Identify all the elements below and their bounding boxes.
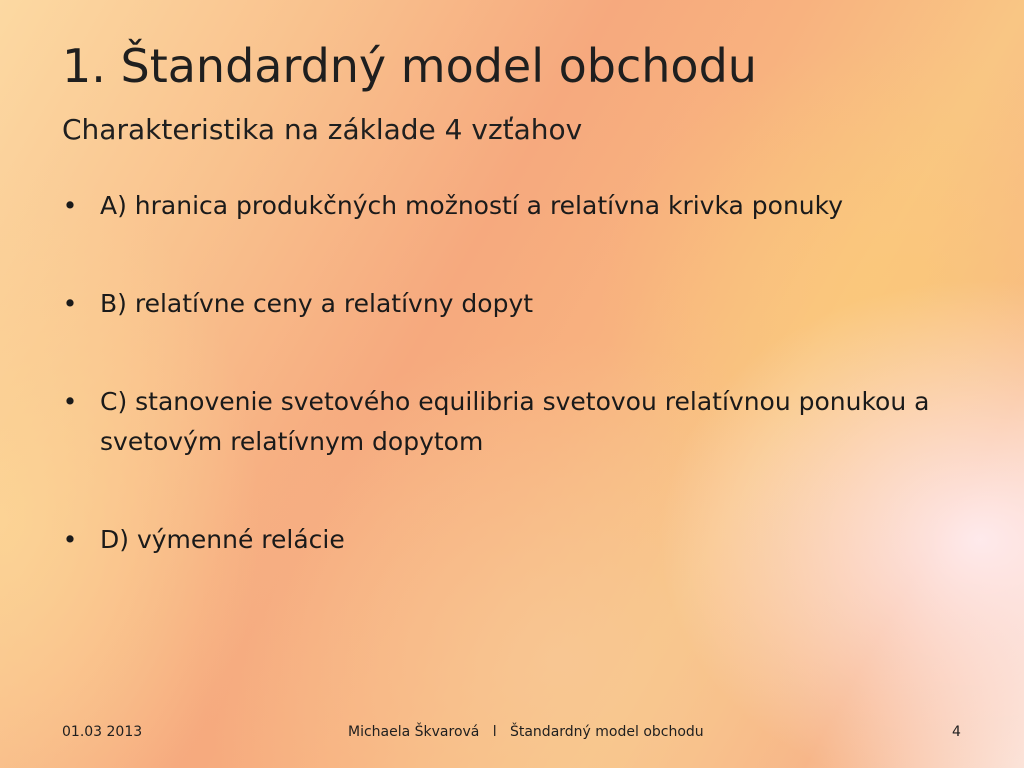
bullet-icon: • [62, 387, 78, 416]
bullet-item-a [58, 186, 958, 226]
bullet-icon: • [62, 289, 78, 318]
bullet-item-d [58, 520, 958, 560]
bullet-text: B) relatívne ceny a relatívny dopyt [100, 289, 534, 318]
bullet-text: D) výmenné relácie [100, 525, 345, 554]
bullet-item-c [58, 382, 958, 462]
bullet-item-b [58, 284, 958, 324]
footer-author-title: Michaela Škvarová l Štandardný model obchodu [348, 724, 704, 740]
bullet-icon: • [62, 525, 78, 554]
footer-page-number: 4 [952, 724, 961, 740]
footer-date: 01.03 2013 [62, 724, 143, 740]
slide-title: 1. Štandardný model obchodu [62, 39, 757, 93]
slide-subtitle: Charakteristika na základe 4 vzťahov [62, 113, 583, 146]
bullet-text: A) hranica produkčných možností a relatívna krivka ponuky [100, 191, 844, 220]
bullet-icon: • [62, 191, 78, 220]
bullet-text: C) stanovenie svetového equilibria svetovou relatívnou ponukou a svetovým relatívnym dopytom [100, 387, 930, 456]
bullet-list [58, 186, 958, 618]
